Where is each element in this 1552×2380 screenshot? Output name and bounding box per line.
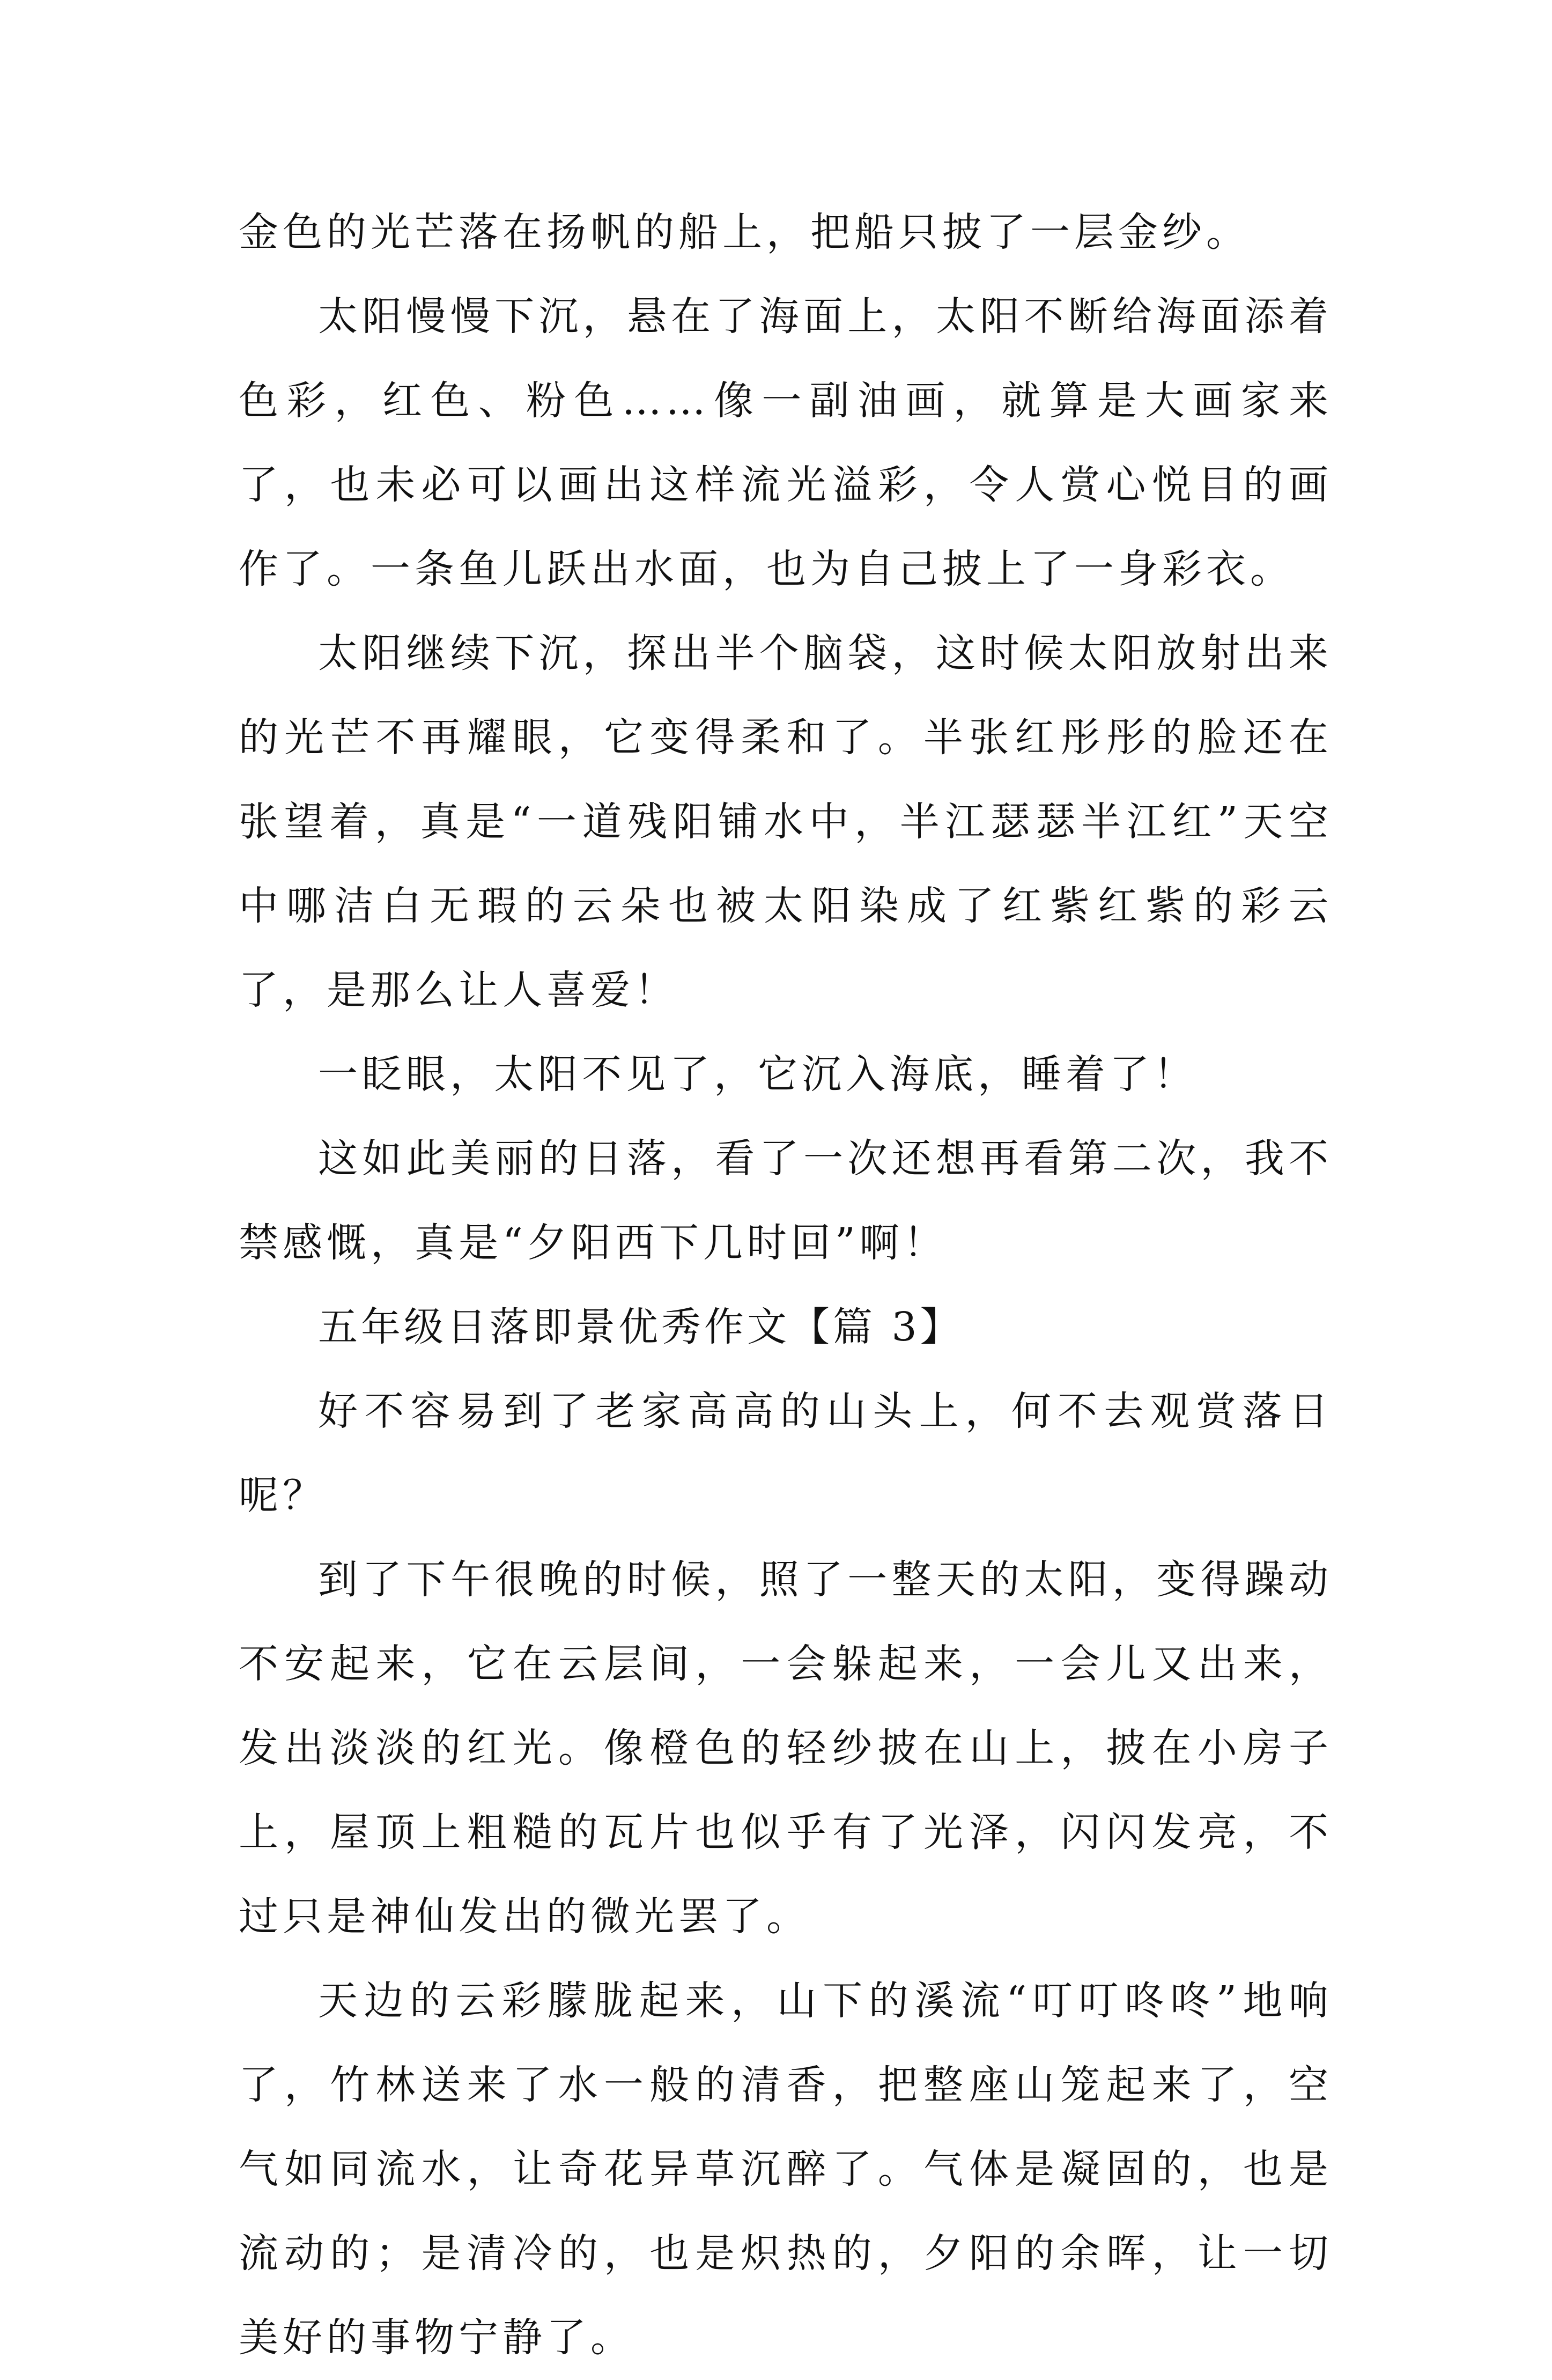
paragraph: 好不容易到了老家高高的山头上，何不去观赏落日呢？ — [239, 1388, 1333, 1519]
section-heading: 五年级日落即景优秀作文【篇 3】 — [318, 1304, 963, 1350]
paragraph: 天边的云彩朦胧起来，山下的溪流“叮叮咚咚”地响了，竹林送来了水一般的清香，把整座山笼起来了，空气如同流水，让奇花异草沉醉了。气体是凝固的，也是流动的；是清冷的，也是炽热的，夕阳的余晖，让一切美好的事物宁静了。 — [239, 1978, 1333, 2361]
paragraph: 太阳慢慢下沉，悬在了海面上，太阳不断给海面添着色彩，红色、粉色……像一副油画，就算是大画家来了，也未必可以画出这样流光溢彩，令人赏心悦目的画作了。一条鱼儿跃出水面，也为自己披上了一身彩衣。 — [239, 293, 1333, 592]
paragraph-continued: 金色的光芒落在扬帆的船上，把船只披了一层金纱。 — [239, 209, 1250, 255]
paragraph: 太阳继续下沉，探出半个脑袋，这时候太阳放射出来的光芒不再耀眼，它变得柔和了。半张红彤彤的脸还在张望着，真是“一道残阳铺水中，半江瑟瑟半江红”天空中哪洁白无瑕的云朵也被太阳染成了红紫红紫的彩云了，是那么让人喜爱！ — [239, 630, 1333, 1013]
paragraph: 到了下午很晚的时候，照了一整天的太阳，变得躁动不安起来，它在云层间，一会躲起来，一会儿又出来，发出淡淡的红光。像橙色的轻纱披在山上，披在小房子上，屋顶上粗糙的瓦片也似乎有了光泽，闪闪发亮，不过只是神仙发出的微光罢了。 — [239, 1557, 1333, 1940]
paragraph: 一眨眼，太阳不见了，它沉入海底，睡着了！ — [318, 1051, 1198, 1097]
document-body — [239, 190, 1333, 2380]
paragraph: 这如此美丽的日落，看了一次还想再看第二次，我不禁感慨，真是“夕阳西下几时回”啊！ — [239, 1136, 1333, 1266]
